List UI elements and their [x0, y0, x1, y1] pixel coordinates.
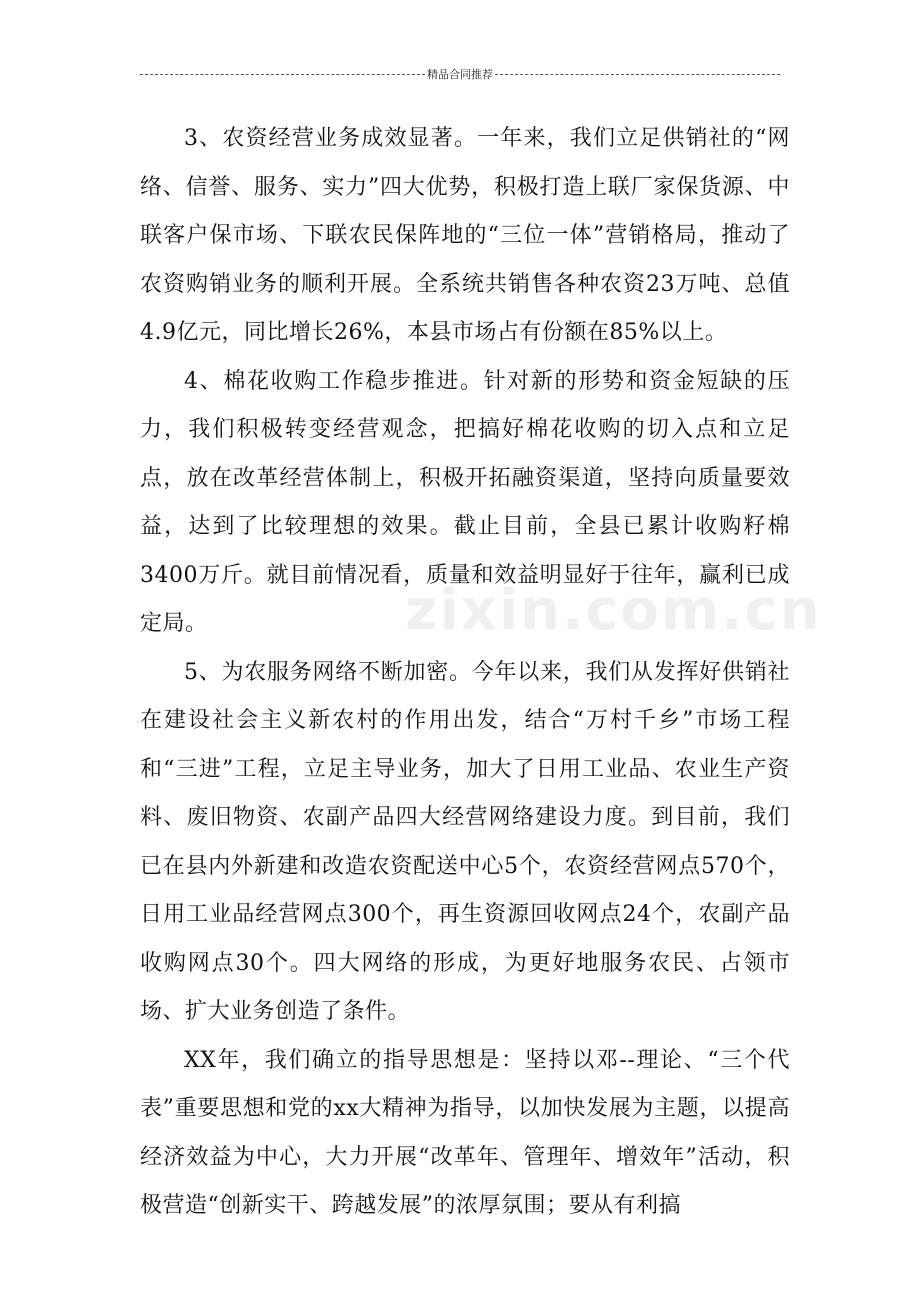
paragraph-3: 5、为农服务网络不断加密。今年以来，我们从发挥好供销社在建设社会主义新农村的作用出发，结合“万村千乡”市场工程和“三进”工程，立足主导业务，加大了日用工业品、农业生产资料、废旧物资、农副产品四大经营网络建设力度。到目前，我们已在县内外新建和改造农资配送中心5个，农资经营网点570个，日用工业品经营网点300个，再生资源回收网点24个，农副产品收购网点30个。四大网络的形成，为更好地服务农民、占领市场、扩大业务创造了条件。 [140, 659, 790, 1024]
document-body [140, 115, 790, 1231]
header-dashes-left [140, 74, 425, 75]
paragraph-1: 3、农资经营业务成效显著。一年来，我们立足供销社的“网络、信誉、服务、实力”四大优势，积极打造上联厂家保货源、中联客户保市场、下联农民保阵地的“三位一体”营销格局，推动了农资购销业务的顺利开展。全系统共销售各种农资23万吨、总值4.9亿元，同比增长26%，本县市场占有份额在85%以上。 [140, 126, 790, 345]
page-header [140, 66, 780, 82]
header-title: 精品合同推荐 [427, 68, 493, 81]
watermark: zixin.com.cn [405, 578, 822, 643]
paragraph-2: 4、棉花收购工作稳步推进。针对新的形势和资金短缺的压力，我们积极转变经营观念，把搞好棉花收购的切入点和立足点，放在改革经营体制上，积极开拓融资渠道，坚持向质量要效益，达到了比较理想的效果。截止目前，全县已累计收购籽棉3400万斤。就目前情况看，质量和效益明显好于往年，赢利已成定局。 [140, 368, 790, 636]
header-dashes-right [495, 74, 780, 75]
paragraph-4: XX年，我们确立的指导思想是：坚持以邓--理论、“三个代表”重要思想和党的xx大精神为指导，以加快发展为主题，以提高经济效益为中心，大力开展“改革年、管理年、增效年”活动，积极营造“创新实干、跨越发展”的浓厚氛围；要从有利搞 [140, 1047, 790, 1218]
